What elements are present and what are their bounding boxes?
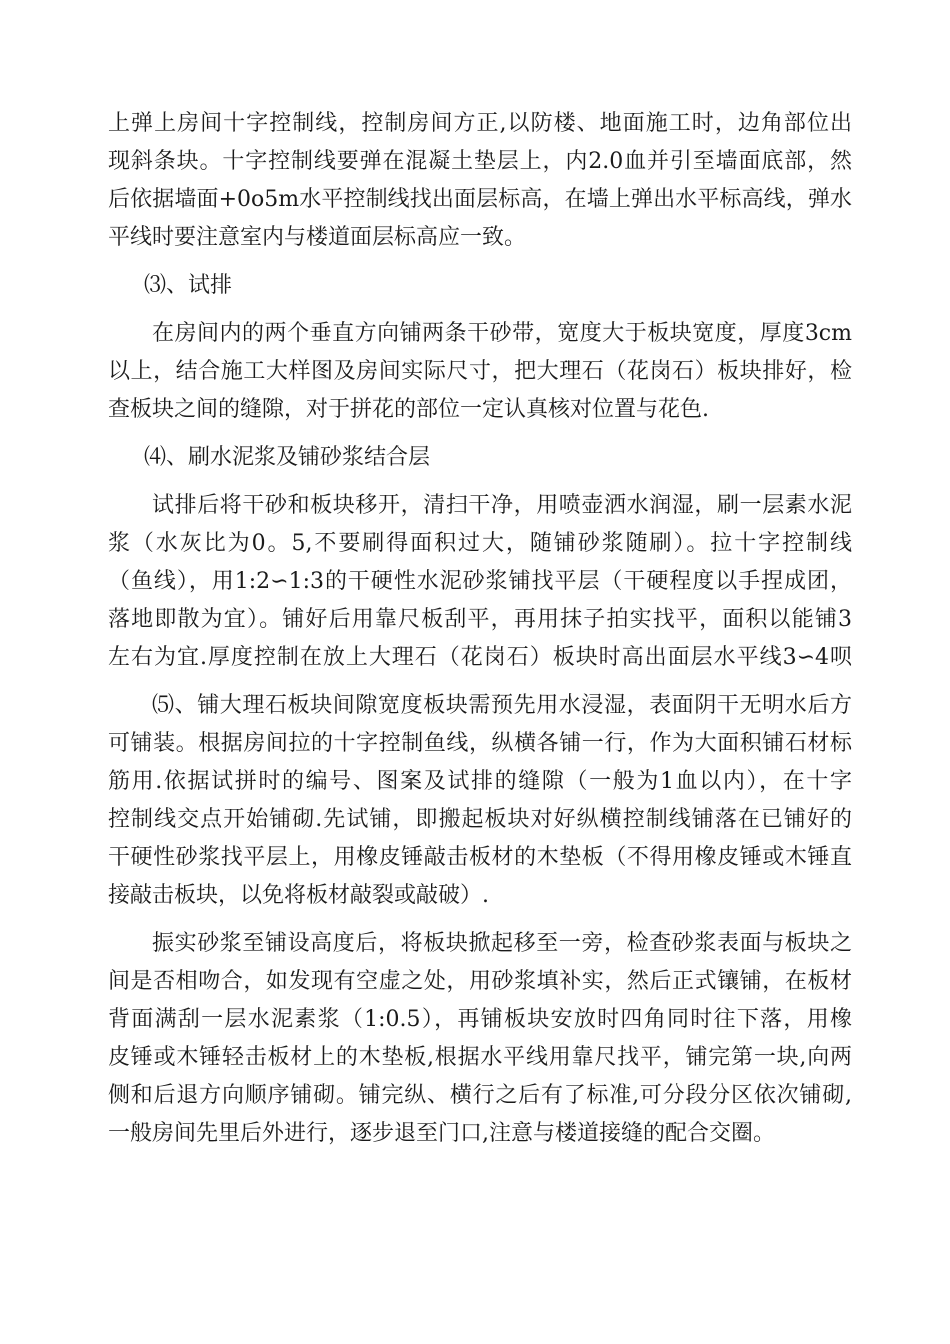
text-line: （鱼线），用1:2∽1:3的干硬性水泥砂浆铺找平层（干硬程度以手捏成团， [108,569,852,594]
text-line: 以上，结合施工大样图及房间实际尺寸，把大理石（花岗石）板块排好，检 [108,359,852,384]
text-line: 背面满刮一层水泥素浆（1:0.5），再铺板块安放时四角同时往下落，用橡 [108,1007,852,1032]
text-line: 在房间内的两个垂直方向铺两条干砂带，宽度大于板块宽度，厚度3cm [152,321,852,346]
paragraph [108,687,852,915]
text-line: 侧和后退方向顺序铺砌。铺完纵、横行之后有了标准,可分段分区依次铺砌, [108,1083,852,1108]
section-heading: ⑷、刷水泥浆及铺砂浆结合层 [144,445,431,470]
text-line: 振实砂浆至铺设高度后，将板块掀起移至一旁，检查砂浆表面与板块之 [152,931,852,956]
text-line: ⑸、铺大理石板块间隙宽度板块需预先用水浸湿，表面阴干无明水后方 [152,693,852,718]
text-line: 左右为宜.厚度控制在放上大理石（花岗石）板块时高出面层水平线3∽4呗 [108,645,852,670]
text-line: 试排后将干砂和板块移开，清扫干净，用喷壶洒水润湿，刷一层素水泥 [152,493,852,518]
text-line: 落地即散为宜）。铺好后用靠尺板刮平，再用抹子拍实找平，面积以能铺3 [108,607,852,632]
text-line: 现斜条块。十字控制线要弹在混凝土垫层上，内2.0血并引至墙面底部，然 [108,149,852,174]
text-line: 间是否相吻合，如发现有空虚之处，用砂浆填补实，然后正式镶铺，在板材 [108,969,852,994]
text-line: 一般房间先里后外进行，逐步退至门口,注意与楼道接缝的配合交圈。 [108,1121,775,1146]
paragraph [108,925,852,1153]
text-line: 上弹上房间十字控制线，控制房间方正,以防楼、地面施工时，边角部位出 [108,111,852,136]
paragraph [108,315,852,429]
paragraph [108,487,852,677]
text-line: 控制线交点开始铺砌.先试铺，即搬起板块对好纵横控制线铺落在已铺好的 [108,807,852,832]
text-line: 接敲击板块，以免将板材敲裂或敲破）. [108,883,489,908]
text-line: 浆（水灰比为0。5,不要刷得面积过大，随铺砂浆随刷）。拉十字控制线 [108,531,852,556]
text-line: 平线时要注意室内与楼道面层标高应一致。 [108,225,527,250]
text-line: 查板块之间的缝隙，对于拼花的部位一定认真核对位置与花色. [108,397,709,422]
paragraph [108,105,852,257]
text-line: 干硬性砂浆找平层上，用橡皮锤敲击板材的木垫板（不得用橡皮锤或木锤直 [108,845,852,870]
text-line: 后依据墙面+0o5m水平控制线找出面层标高，在墙上弹出水平标高线，弹水 [108,187,852,212]
text-line: 筋用.依据试拼时的编号、图案及试排的缝隙（一般为1血以内），在十字 [108,769,852,794]
text-line: 皮锤或木锤轻击板材上的木垫板,根据水平线用靠尺找平，铺完第一块,向两 [108,1045,852,1070]
document-body [108,105,852,1153]
section-heading: ⑶、试排 [144,273,233,298]
text-line: 可铺装。根据房间拉的十字控制鱼线，纵横各铺一行，作为大面积铺石材标 [108,731,852,756]
